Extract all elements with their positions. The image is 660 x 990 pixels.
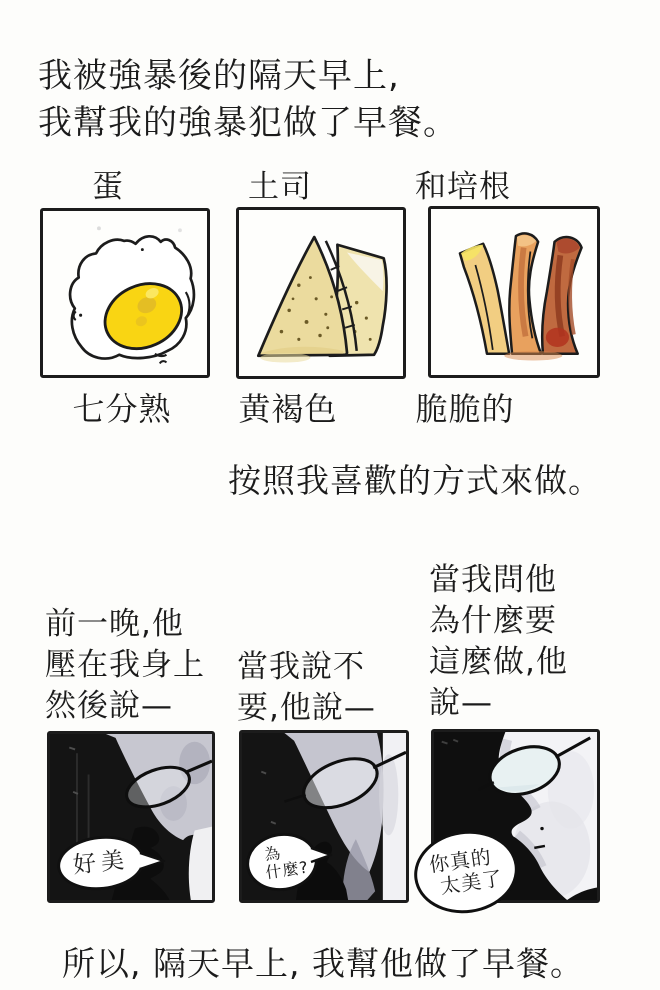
toast-drawing xyxy=(239,210,403,376)
speech-text: 太美了 xyxy=(438,866,505,899)
food-style-toast: 黄褐色 xyxy=(238,390,338,428)
memory-caption-3 xyxy=(429,560,568,724)
caption-line: 說— xyxy=(429,685,493,721)
food-label-egg: 蛋 xyxy=(92,169,124,205)
memory-caption-1 xyxy=(45,604,205,727)
caption-line: 要,他說— xyxy=(237,690,376,726)
toast-slice-front xyxy=(258,237,347,356)
food-label-bacon: 和培根 xyxy=(415,169,511,205)
caption-line: 當我問他 xyxy=(429,562,557,598)
speech-text: 為 xyxy=(262,842,283,864)
food-style-bacon: 脆脆的 xyxy=(415,390,515,428)
preparation-note: 按照我喜歡的方式來做。 xyxy=(228,461,602,500)
caption-line: 壓在我身上 xyxy=(45,647,205,683)
bacon-panel xyxy=(428,206,600,378)
caption-line: 為什麼要 xyxy=(429,603,557,639)
egg-panel xyxy=(40,208,210,378)
caption-line: 前一晚,他 xyxy=(45,606,184,642)
speech-text: 你真的 xyxy=(427,844,494,877)
caption-line: 當我說不 xyxy=(237,649,365,685)
bacon-drawing xyxy=(431,209,597,375)
speech-bubble-2-tail xyxy=(309,846,333,864)
caption-line: 這麼做,他 xyxy=(429,644,568,680)
food-label-toast: 土司 xyxy=(248,169,312,205)
speech-text: 好美 xyxy=(71,846,131,879)
closing-line: 所以, 隔天早上, 我幫他做了早餐。 xyxy=(62,944,584,983)
intro-line-1: 我被強暴後的隔天早上, xyxy=(38,56,400,96)
caption-line: 然後說— xyxy=(45,688,173,724)
speech-bubble-1-tail xyxy=(138,851,166,871)
fried-egg-drawing xyxy=(43,211,207,375)
food-style-egg: 七分熟 xyxy=(72,390,172,428)
memory-caption-2 xyxy=(237,647,376,729)
speech-text: 什麼? xyxy=(264,857,311,883)
toast-panel xyxy=(236,207,406,379)
intro-line-2: 我幫我的強暴犯做了早餐。 xyxy=(38,103,458,143)
